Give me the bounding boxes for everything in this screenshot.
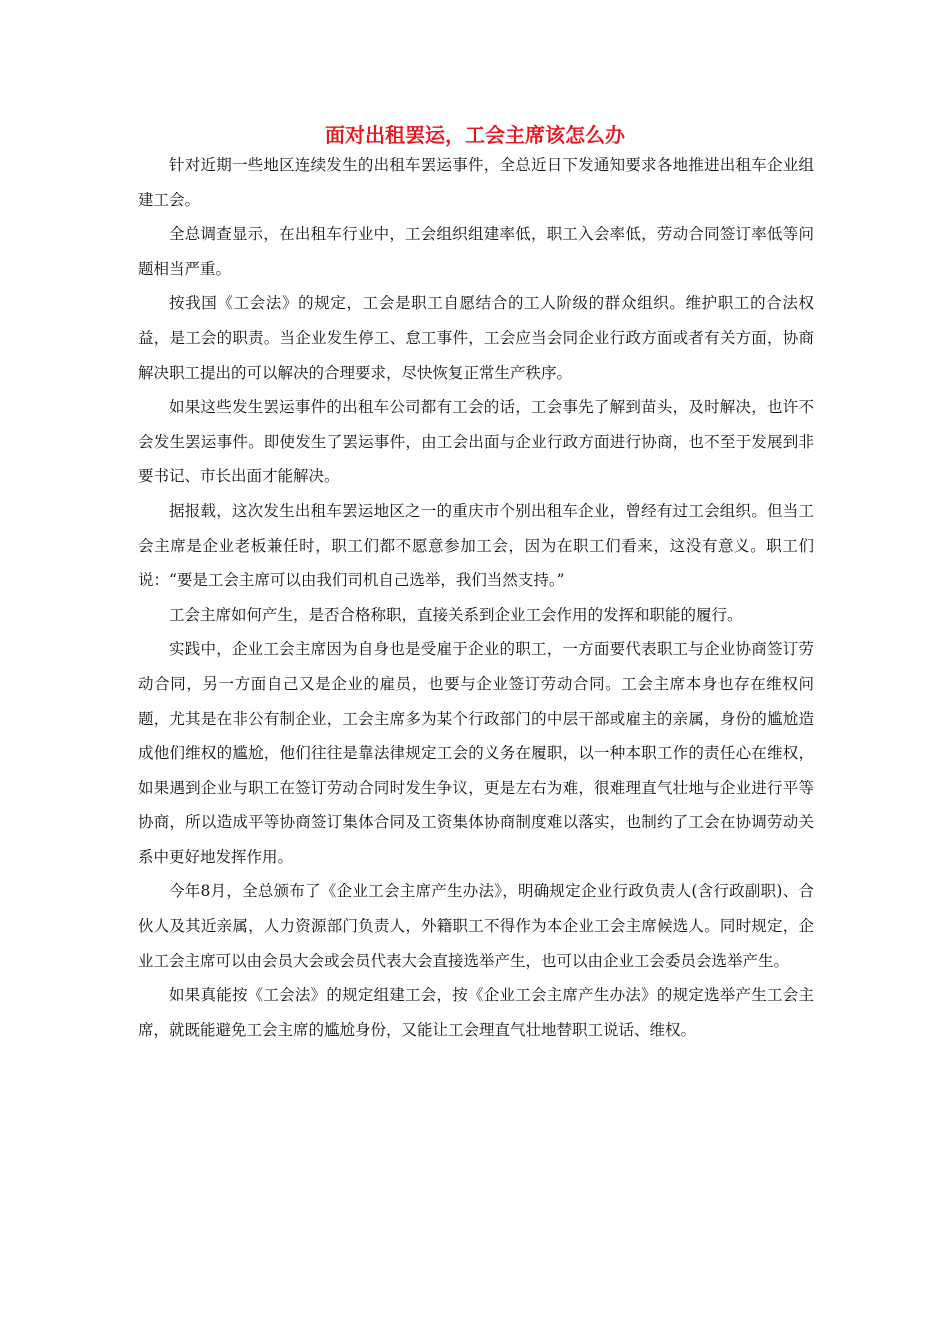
- paragraph-5: 据报载，这次发生出租车罢运地区之一的重庆市个别出租车企业，曾经有过工会组织。但当工会主席是企业老板兼任时，职工们都不愿意参加工会，因为在职工们看来，这没有意义。职工们说：“要是工会主席可以由我们司机自己选举，我们当然支持。”: [138, 501, 814, 590]
- paragraph-4: 如果这些发生罢运事件的出租车公司都有工会的话，工会事先了解到苗头，及时解决，也许不会发生罢运事件。即使发生了罢运事件，由工会出面与企业行政方面进行协商，也不至于发展到非要书记、市长出面才能解决。: [138, 398, 814, 486]
- paragraph-1: 针对近期一些地区连续发生的出租车罢运事件，全总近日下发通知要求各地推进出租车企业组建工会。: [138, 156, 814, 209]
- paragraph-3: 按我国《工会法》的规定，工会是职工自愿结合的工人阶级的群众组织。维护职工的合法权益，是工会的职责。当企业发生停工、怠工事件，工会应当会同企业行政方面或者有关方面，协商解决职工提出的可以解决的合理要求，尽快恢复正常生产秩序。: [138, 294, 814, 382]
- paragraph-6: 工会主席如何产生，是否合格称职，直接关系到企业工会作用的发挥和职能的履行。: [169, 605, 743, 624]
- paragraph-8: 今年8月，全总颁布了《企业工会主席产生办法》，明确规定企业行政负责人(含行政副职)、合伙人及其近亲属，人力资源部门负责人，外籍职工不得作为本企业工会主席候选人。同时规定，企业工会主席可以由会员大会或会员代表大会直接选举产生，也可以由企业工会委员会选举产生。: [138, 882, 814, 970]
- document-title: 面对出租罢运，工会主席该怎么办: [325, 123, 625, 147]
- paragraph-9: 如果真能按《工会法》的规定组建工会，按《企业工会主席产生办法》的规定选举产生工会主席，就既能避免工会主席的尴尬身份，又能让工会理直气壮地替职工说话、维权。: [138, 986, 814, 1039]
- document-body: [138, 148, 814, 1047]
- paragraph-2: 全总调查显示，在出租车行业中，工会组织组建率低，职工入会率低，劳动合同签订率低等问题相当严重。: [138, 225, 814, 278]
- paragraph-7: 实践中，企业工会主席因为自身也是受雇于企业的职工，一方面要代表职工与企业协商签订劳动合同，另一方面自己又是企业的雇员，也要与企业签订劳动合同。工会主席本身也存在维权问题，尤其是在非公有制企业，工会主席多为某个行政部门的中层干部或雇主的亲属，身份的尴尬造成他们维权的尴尬，他们往往是靠法律规定工会的义务在履职，以一种本职工作的责任心在维权，如果遇到企业与职工在签订劳动合同时发生争议，更是左右为难，很难理直气壮地与企业进行平等协商，所以造成平等协商签订集体合同及工资集体协商制度难以落实，也制约了工会在协调劳动关系中更好地发挥作用。: [138, 640, 814, 866]
